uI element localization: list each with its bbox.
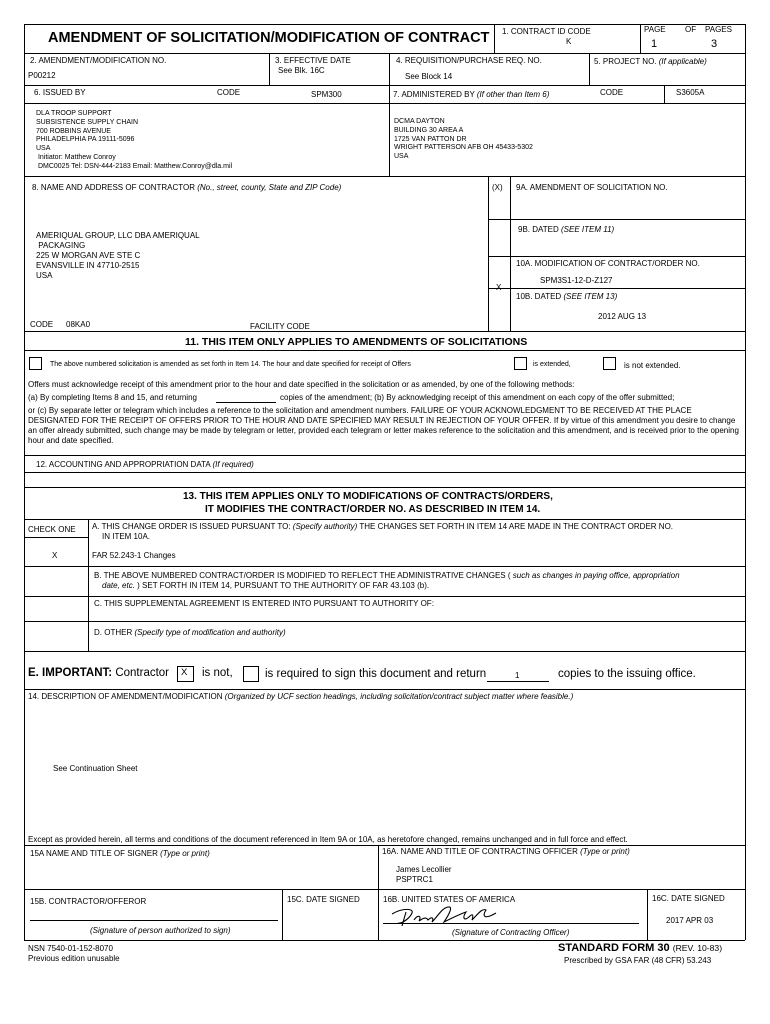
is-extended-checkbox[interactable] xyxy=(514,357,527,370)
is-extended-label: is extended, xyxy=(533,361,571,368)
issued-by-label: 6. ISSUED BY xyxy=(34,88,86,97)
administered-by-label: 7. ADMINISTERED BY (If other than Item 6) xyxy=(393,90,550,99)
contractor-code-label: CODE xyxy=(30,320,54,329)
form-title: AMENDMENT OF SOLICITATION/MODIFICATION OF CONTRACT xyxy=(48,30,490,46)
officer-16a-label: 16A. NAME AND TITLE OF CONTRACTING OFFICER (Type or print) xyxy=(382,847,630,856)
modification-contract-label: 10A. MODIFICATION OF CONTRACT/ORDER NO. xyxy=(516,259,700,268)
option-c-text: C. THIS SUPPLEMENTAL AGREEMENT IS ENTERED INTO PURSUANT TO AUTHORITY OF: xyxy=(94,599,434,608)
modification-x-mark: X xyxy=(496,283,502,292)
not-extended-checkbox[interactable] xyxy=(603,357,616,370)
prescribed-by: Prescribed by GSA FAR (48 CFR) 53.243 xyxy=(564,956,712,965)
admin-code-value: S3605A xyxy=(676,88,705,97)
amendment-no-value: P00212 xyxy=(28,71,56,80)
usa-16b-label: 16B. UNITED STATES OF AMERICA xyxy=(383,895,516,904)
far-authority: FAR 52.243-1 Changes xyxy=(92,551,176,560)
requisition-label: 4. REQUISITION/PURCHASE REQ. NO. xyxy=(396,56,542,65)
important-label: E. IMPORTANT: Contractor xyxy=(28,667,170,679)
extend-checkbox[interactable] xyxy=(29,357,42,370)
copies-count-field[interactable] xyxy=(487,681,549,682)
option-d-text: D. OTHER (Specify type of modification and authority) xyxy=(94,628,286,637)
check-one-label: CHECK ONE xyxy=(28,525,76,534)
contractor-label: 8. NAME AND ADDRESS OF CONTRACTOR (No., street, county, State and ZIP Code) xyxy=(32,183,342,192)
x-column-label: (X) xyxy=(492,183,503,192)
acknowledge-line: Offers must acknowledge receipt of this amendment prior to the hour and date specified in the solicitation or as amended, by one of the following methods: xyxy=(28,380,575,389)
officer-signature-caption: (Signature of Contracting Officer) xyxy=(452,928,570,937)
dated-9b-label: 9B. DATED (SEE ITEM 11) xyxy=(518,225,615,234)
officer-signature-image xyxy=(388,904,500,928)
option-a-line2: IN ITEM 10A. xyxy=(102,532,151,541)
is-required-label: is required to sign this document and return xyxy=(265,668,487,680)
officer-title: PSPTRC1 xyxy=(396,875,433,884)
pages-number: 3 xyxy=(711,38,718,50)
is-required-checkbox[interactable] xyxy=(243,666,259,682)
dated-10b-value: 2012 AUG 13 xyxy=(598,312,647,321)
previous-edition-note: Previous edition unusable xyxy=(28,954,120,963)
date-16c-value: 2017 APR 03 xyxy=(666,916,714,925)
contract-id-value: K xyxy=(566,37,572,46)
effective-date-value: See Blk. 16C xyxy=(278,66,325,75)
copies-label: copies to the issuing office. xyxy=(558,668,696,680)
contractor-signature-caption: (Signature of person authorized to sign) xyxy=(90,926,231,935)
item11-paragraph: or (c) By separate letter or telegram which includes a reference to the solicitation and amendment numbers. FAILURE OF YOUR ACKNOWLEDGMENT TO BE RECEIVED AT THE PLACE DESIGNATED FOR THE RECEIPT OF OFFERS PRIOR TO THE HOUR AND DATE SPECIFIED MAY RESULT IN REJECTION OF YOUR OFFER. If by virtue of this amendment you desire to change an offer already submitted, such change may be made by telegram or letter, provided each telegram or letter makes reference to the solicitation and this amendment, and is received prior to the opening hour and date specified. xyxy=(28,406,739,445)
date-16c-label: 16C. DATE SIGNED xyxy=(652,894,725,903)
project-no-label: 5. PROJECT NO. (If applicable) xyxy=(594,57,707,66)
date-15c-label: 15C. DATE SIGNED xyxy=(287,895,360,904)
item13-title-1: 13. THIS ITEM APPLIES ONLY TO MODIFICATIONS OF CONTRACTS/ORDERS, xyxy=(183,491,553,502)
issued-by-address: DLA TROOP SUPPORT SUBSISTENCE SUPPLY CHAIN 700 ROBBINS AVENUE PHILADELPHIA PA 19111-5096 USA Initiator: Matthew Conroy DMC0025 Tel: DSN-444-2183 Email: Matthew.Conroy@dla.mil xyxy=(36,110,233,170)
contractor-code-value: 08KA0 xyxy=(66,320,91,329)
pages-label: PAGES xyxy=(705,25,732,34)
facility-code-label: FACILITY CODE xyxy=(250,322,310,331)
extend-text: The above numbered solicitation is amended as set forth in Item 14. The hour and date specified for receipt of Offers xyxy=(50,361,411,368)
description-body: See Continuation Sheet xyxy=(53,764,138,773)
contractor-address: AMERIQUAL GROUP, LLC DBA AMERIQUAL PACKAGING 225 W MORGAN AVE STE C EVANSVILLE IN 47710-2515 USA xyxy=(36,231,200,280)
amendment-solicitation-label: 9A. AMENDMENT OF SOLICITATION NO. xyxy=(516,183,668,192)
page-number: 1 xyxy=(651,38,658,50)
issued-code-value: SPM300 xyxy=(311,90,342,99)
option-a-x-mark: X xyxy=(52,551,58,560)
nsn-number: NSN 7540-01-152-8070 xyxy=(28,944,113,953)
item11-title: 11. THIS ITEM ONLY APPLIES TO AMENDMENTS OF SOLICITATIONS xyxy=(185,336,528,348)
not-extended-label: is not extended. xyxy=(624,361,681,370)
officer-name: James Lecollier xyxy=(396,865,452,874)
of-label: OF xyxy=(685,25,697,34)
modification-contract-value: SPM3S1-12-D-Z127 xyxy=(540,276,613,285)
effective-date-label: 3. EFFECTIVE DATE xyxy=(275,56,351,65)
accounting-label: 12. ACCOUNTING AND APPROPRIATION DATA (If required) xyxy=(36,460,254,469)
contractor-signature-field[interactable] xyxy=(30,920,278,921)
is-not-label: is not, xyxy=(202,667,233,679)
method-b-text: copies of the amendment; (b) By acknowledging receipt of this amendment on each copy of the offer submitted; xyxy=(280,393,675,402)
contractor-15b-label: 15B. CONTRACTOR/OFFEROR xyxy=(30,897,147,906)
option-b-text: B. THE ABOVE NUMBERED CONTRACT/ORDER IS MODIFIED TO REFLECT THE ADMINISTRATIVE CHANGES ( such as changes in paying office, appropriation xyxy=(94,571,680,580)
signer-15a-label: 15A NAME AND TITLE OF SIGNER (Type or print) xyxy=(30,849,210,858)
option-b-line2: date, etc. ) SET FORTH IN ITEM 14, PURSUANT TO THE AUTHORITY OF FAR 43.103 (b). xyxy=(102,581,430,590)
dated-10b-label: 10B. DATED (SEE ITEM 13) xyxy=(516,292,618,301)
standard-form-label: STANDARD FORM 30 (REV. 10-83) xyxy=(558,942,723,954)
method-a-text: (a) By completing Items 8 and 15, and returning xyxy=(28,393,197,402)
issued-code-label: CODE xyxy=(217,88,241,97)
admin-code-label: CODE xyxy=(600,88,624,97)
amendment-no-label: 2. AMENDMENT/MODIFICATION NO. xyxy=(30,56,167,65)
page-label: PAGE xyxy=(644,25,666,34)
requisition-value: See Block 14 xyxy=(405,72,453,81)
option-a-text: A. THIS CHANGE ORDER IS ISSUED PURSUANT TO: (Specify authority) THE CHANGES SET FORTH IN ITEM 14 ARE MADE IN THE CONTRACT ORDER NO. xyxy=(92,522,674,531)
copies-returned-field[interactable] xyxy=(216,402,276,403)
contract-id-label: 1. CONTRACT ID CODE xyxy=(502,27,591,36)
terms-note: Except as provided herein, all terms and conditions of the document referenced in Item 9A or 10A, as heretofore changed, remains unchanged and in full force and effect. xyxy=(28,835,628,844)
description-label: 14. DESCRIPTION OF AMENDMENT/MODIFICATION (Organized by UCF section headings, including solicitation/contract subject matter where feasible.) xyxy=(28,692,574,701)
administered-by-address: DCMA DAYTON BUILDING 30 AREA A 1725 VAN PATTON DR WRIGHT PATTERSON AFB OH 45433-5302 USA xyxy=(394,118,533,161)
copies-count-value: 1 xyxy=(515,671,520,680)
item13-title-2: IT MODIFIES THE CONTRACT/ORDER NO. AS DESCRIBED IN ITEM 14. xyxy=(205,504,541,515)
is-not-x-mark: X xyxy=(181,667,188,678)
